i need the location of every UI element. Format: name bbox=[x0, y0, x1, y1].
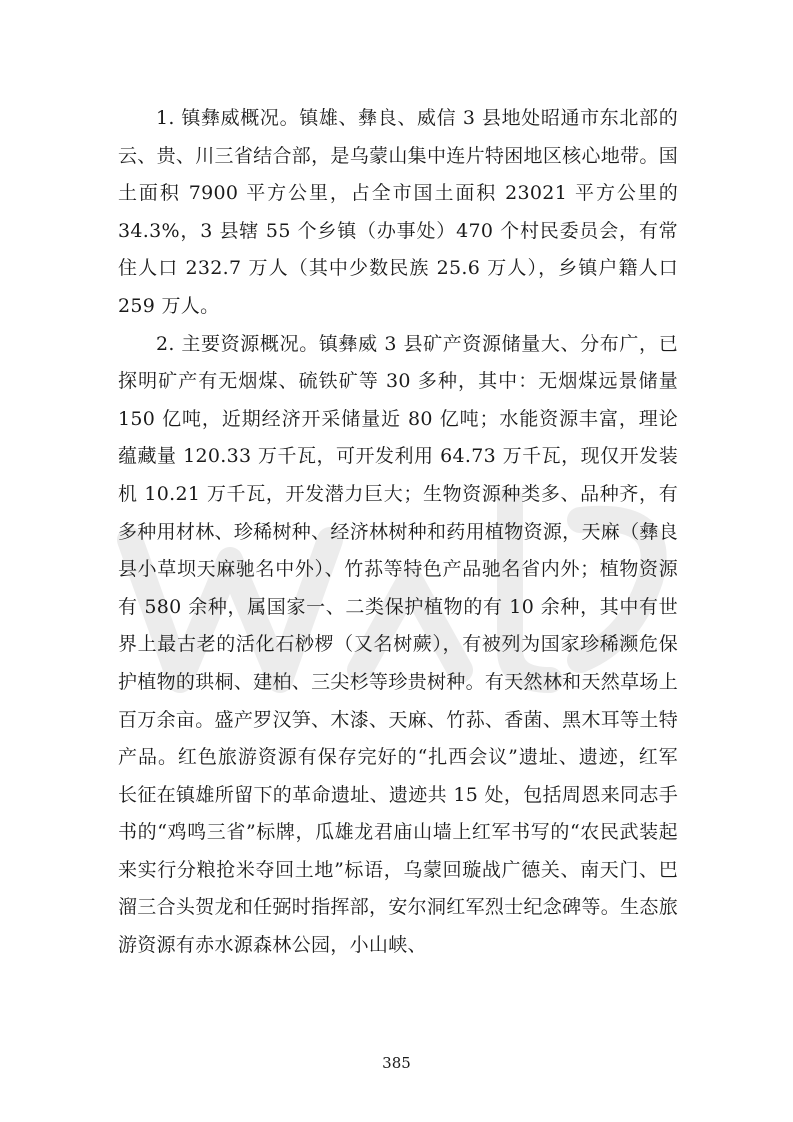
body-text bbox=[118, 100, 678, 965]
paragraph-resources: 2. 主要资源概况。镇彝威 3 县矿产资源储量大、分布广，已探明矿产有无烟煤、硫铁矿等 30 多种，其中：无烟煤远景储量 150 亿吨，近期经济开采储量近 80 亿吨；水能资源丰富，理论蕴藏量 120.33 万千瓦，可开发利用 64.73 万千瓦，现仅开发装机 10.21 万千瓦，开发潜力巨大；生物资源种类多、品种齐，有多种用材林、珍稀树种、经济林树种和药用植物资源，天麻（彝良县小草坝天麻驰名中外）、竹荪等特色产品驰名省内外；植物资源有 580 余种，属国家一、二类保护植物的有 10 余种，其中有世界上最古老的活化石桫椤（又名树蕨），有被列为国家珍稀濒危保护植物的珙桐、建柏、三尖杉等珍贵树种。有天然林和天然草场上百万余亩。盛产罗汉笋、木漆、天麻、竹荪、香菌、黑木耳等土特产品。红色旅游资源有保存完好的“扎西会议”遗址、遗迹，红军长征在镇雄所留下的革命遗址、遗迹共 15 处，包括周恩来同志手书的“鸡鸣三省”标牌，瓜雄龙君庙山墙上红军书写的“农民武装起来实行分粮抢米夺回土地”标语，乌蒙回璇战广德关、南天门、巴溜三合头贺龙和任弼时指挥部，安尔洞红军烈士纪念碑等。生态旅游资源有赤水源森林公园，小山峡、 bbox=[118, 332, 678, 957]
page-number: 385 bbox=[382, 1054, 411, 1072]
paragraph-overview: 1. 镇彝威概况。镇雄、彝良、威信 3 县地处昭通市东北部的云、贵、川三省结合部，是乌蒙山集中连片特困地区核心地带。国土面积 7900 平方公里，占全市国土面积 23021 平方公里的 34.3%，3 县辖 55 个乡镇（办事处）470 个村民委员会，有常住人口 232.7 万人（其中少数民族 25.6 万人），乡镇户籍人口 259 万人。 bbox=[118, 107, 678, 317]
